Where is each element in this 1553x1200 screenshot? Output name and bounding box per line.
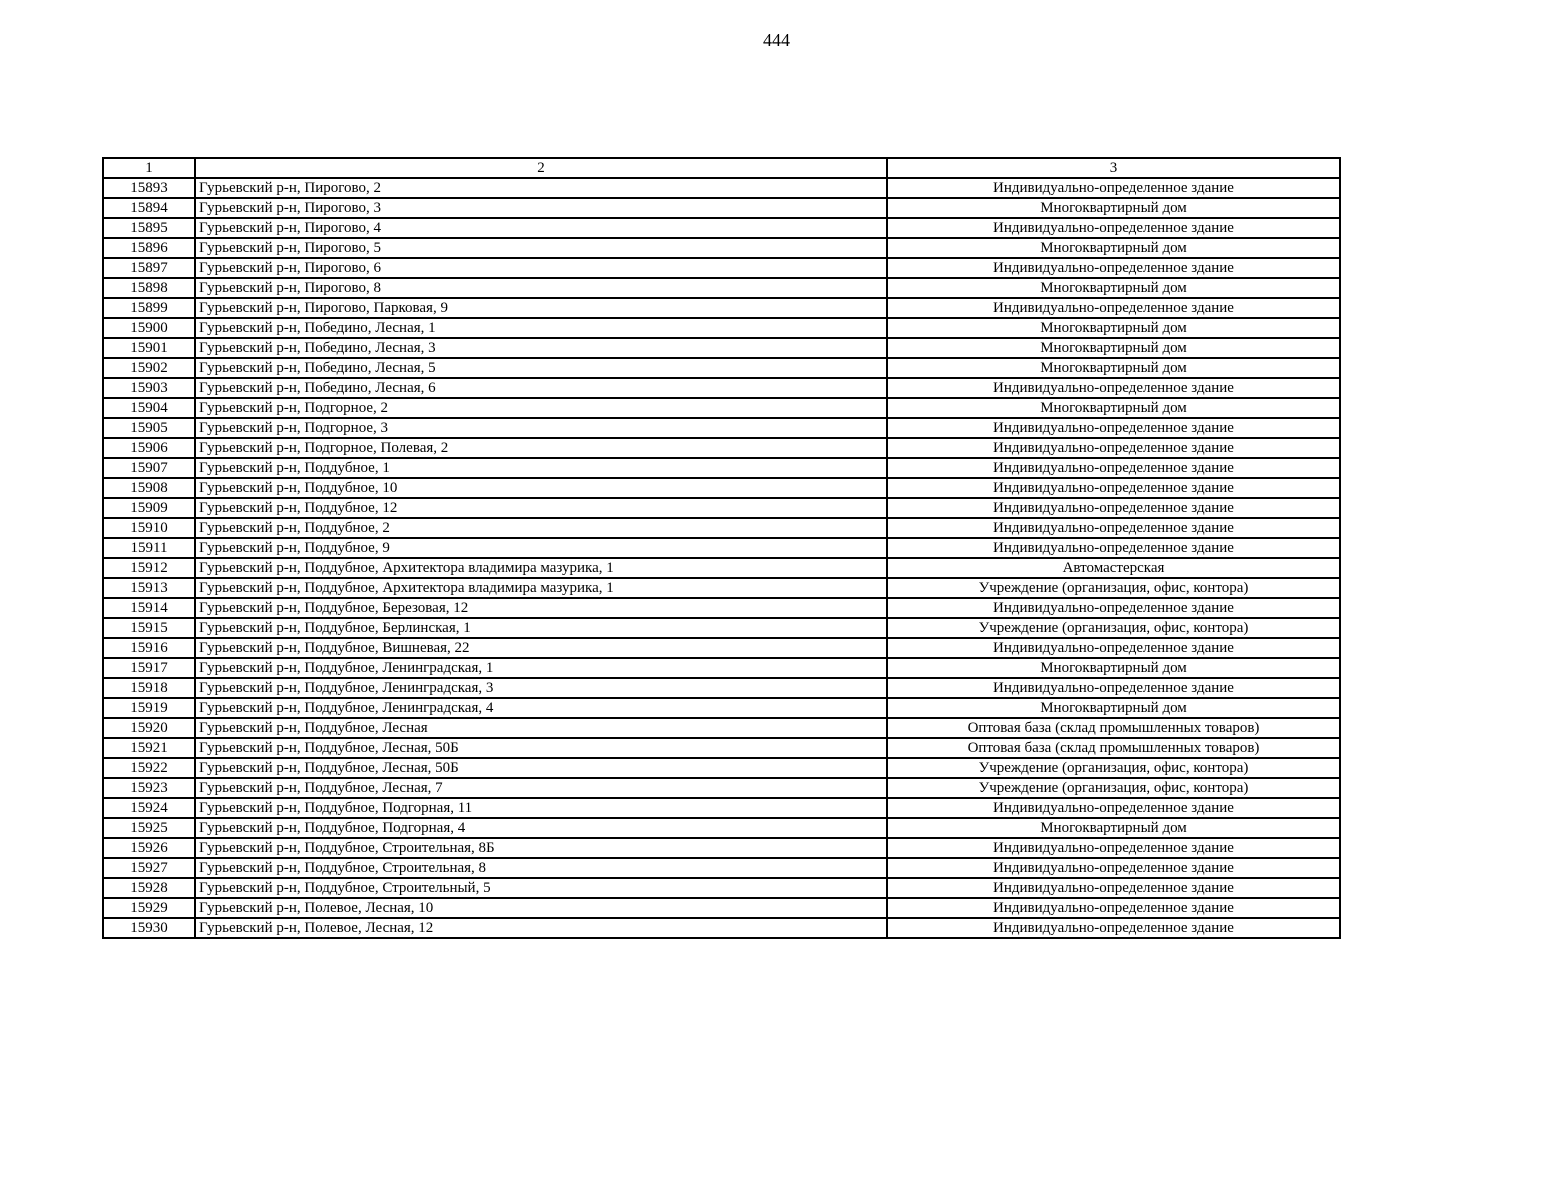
row-number-cell: 15925	[103, 818, 195, 838]
table-row	[103, 498, 1340, 518]
table-row	[103, 738, 1340, 758]
table-row	[103, 598, 1340, 618]
building-type-cell: Многоквартирный дом	[887, 698, 1340, 718]
row-number-cell: 15903	[103, 378, 195, 398]
row-number-cell: 15923	[103, 778, 195, 798]
building-type-cell: Индивидуально-определенное здание	[887, 178, 1340, 198]
table-row	[103, 818, 1340, 838]
row-number-cell: 15910	[103, 518, 195, 538]
address-cell: Гурьевский р-н, Полевое, Лесная, 12	[195, 918, 887, 938]
row-number-cell: 15893	[103, 178, 195, 198]
building-type-cell: Индивидуально-определенное здание	[887, 458, 1340, 478]
building-type-cell: Индивидуально-определенное здание	[887, 418, 1340, 438]
table-row	[103, 798, 1340, 818]
address-cell: Гурьевский р-н, Поддубное, Вишневая, 22	[195, 638, 887, 658]
building-type-cell: Многоквартирный дом	[887, 398, 1340, 418]
row-number-cell: 15915	[103, 618, 195, 638]
row-number-cell: 15930	[103, 918, 195, 938]
building-type-cell: Учреждение (организация, офис, контора)	[887, 578, 1340, 598]
table-row	[103, 658, 1340, 678]
page-number: 444	[763, 30, 790, 50]
address-cell: Гурьевский р-н, Подгорное, 2	[195, 398, 887, 418]
address-cell: Гурьевский р-н, Поддубное, 9	[195, 538, 887, 558]
address-cell: Гурьевский р-н, Пирогово, 3	[195, 198, 887, 218]
building-type-cell: Индивидуально-определенное здание	[887, 598, 1340, 618]
table-row	[103, 198, 1340, 218]
table-row	[103, 378, 1340, 398]
table-row	[103, 478, 1340, 498]
row-number-cell: 15919	[103, 698, 195, 718]
table-row	[103, 318, 1340, 338]
building-type-cell: Индивидуально-определенное здание	[887, 838, 1340, 858]
address-cell: Гурьевский р-н, Поддубное, Строительный, 5	[195, 878, 887, 898]
row-number-cell: 15904	[103, 398, 195, 418]
building-type-cell: Индивидуально-определенное здание	[887, 678, 1340, 698]
table-row	[103, 638, 1340, 658]
address-cell: Гурьевский р-н, Поддубное, 1	[195, 458, 887, 478]
row-number-cell: 15901	[103, 338, 195, 358]
row-number-cell: 15918	[103, 678, 195, 698]
row-number-cell: 15899	[103, 298, 195, 318]
building-type-cell: Индивидуально-определенное здание	[887, 498, 1340, 518]
row-number-cell: 15922	[103, 758, 195, 778]
row-number-cell: 15894	[103, 198, 195, 218]
column-header-type: 3	[887, 158, 1340, 178]
address-cell: Гурьевский р-н, Поддубное, Ленинградская, 1	[195, 658, 887, 678]
row-number-cell: 15898	[103, 278, 195, 298]
building-type-cell: Многоквартирный дом	[887, 278, 1340, 298]
address-cell: Гурьевский р-н, Пирогово, 4	[195, 218, 887, 238]
table-row	[103, 918, 1340, 938]
row-number-cell: 15897	[103, 258, 195, 278]
property-table	[102, 157, 1341, 939]
address-cell: Гурьевский р-н, Победино, Лесная, 1	[195, 318, 887, 338]
building-type-cell: Индивидуально-определенное здание	[887, 878, 1340, 898]
address-cell: Гурьевский р-н, Победино, Лесная, 3	[195, 338, 887, 358]
building-type-cell: Оптовая база (склад промышленных товаров)	[887, 738, 1340, 758]
address-cell: Гурьевский р-н, Поддубное, Ленинградская, 3	[195, 678, 887, 698]
row-number-cell: 15909	[103, 498, 195, 518]
address-cell: Гурьевский р-н, Поддубное, Лесная, 7	[195, 778, 887, 798]
table-row	[103, 418, 1340, 438]
building-type-cell: Многоквартирный дом	[887, 658, 1340, 678]
address-cell: Гурьевский р-н, Пирогово, 8	[195, 278, 887, 298]
address-cell: Гурьевский р-н, Поддубное, Лесная, 50Б	[195, 758, 887, 778]
row-number-cell: 15914	[103, 598, 195, 618]
table-row	[103, 898, 1340, 918]
row-number-cell: 15928	[103, 878, 195, 898]
row-number-cell: 15913	[103, 578, 195, 598]
row-number-cell: 15926	[103, 838, 195, 858]
table-row	[103, 858, 1340, 878]
table-row	[103, 698, 1340, 718]
building-type-cell: Многоквартирный дом	[887, 818, 1340, 838]
address-cell: Гурьевский р-н, Победино, Лесная, 6	[195, 378, 887, 398]
table-row	[103, 458, 1340, 478]
address-cell: Гурьевский р-н, Пирогово, 2	[195, 178, 887, 198]
row-number-cell: 15929	[103, 898, 195, 918]
building-type-cell: Индивидуально-определенное здание	[887, 478, 1340, 498]
table-row	[103, 578, 1340, 598]
row-number-cell: 15896	[103, 238, 195, 258]
address-cell: Гурьевский р-н, Поддубное, 12	[195, 498, 887, 518]
address-cell: Гурьевский р-н, Подгорное, Полевая, 2	[195, 438, 887, 458]
table-row	[103, 678, 1340, 698]
row-number-cell: 15900	[103, 318, 195, 338]
building-type-cell: Учреждение (организация, офис, контора)	[887, 758, 1340, 778]
table-row	[103, 258, 1340, 278]
address-cell: Гурьевский р-н, Поддубное, Подгорная, 4	[195, 818, 887, 838]
address-cell: Гурьевский р-н, Поддубное, Строительная, 8Б	[195, 838, 887, 858]
table-row	[103, 538, 1340, 558]
table-row	[103, 178, 1340, 198]
row-number-cell: 15905	[103, 418, 195, 438]
table-row	[103, 758, 1340, 778]
building-type-cell: Индивидуально-определенное здание	[887, 798, 1340, 818]
building-type-cell: Многоквартирный дом	[887, 338, 1340, 358]
row-number-cell: 15921	[103, 738, 195, 758]
building-type-cell: Многоквартирный дом	[887, 238, 1340, 258]
row-number-cell: 15917	[103, 658, 195, 678]
building-type-cell: Индивидуально-определенное здание	[887, 538, 1340, 558]
building-type-cell: Учреждение (организация, офис, контора)	[887, 778, 1340, 798]
address-cell: Гурьевский р-н, Подгорное, 3	[195, 418, 887, 438]
building-type-cell: Индивидуально-определенное здание	[887, 898, 1340, 918]
table-row	[103, 778, 1340, 798]
row-number-cell: 15916	[103, 638, 195, 658]
table-body	[103, 178, 1340, 938]
table-row	[103, 218, 1340, 238]
row-number-cell: 15906	[103, 438, 195, 458]
building-type-cell: Учреждение (организация, офис, контора)	[887, 618, 1340, 638]
address-cell: Гурьевский р-н, Поддубное, Лесная, 50Б	[195, 738, 887, 758]
table-row	[103, 278, 1340, 298]
building-type-cell: Индивидуально-определенное здание	[887, 298, 1340, 318]
table-row	[103, 838, 1340, 858]
table-row	[103, 618, 1340, 638]
building-type-cell: Индивидуально-определенное здание	[887, 218, 1340, 238]
address-cell: Гурьевский р-н, Поддубное, 10	[195, 478, 887, 498]
address-cell: Гурьевский р-н, Полевое, Лесная, 10	[195, 898, 887, 918]
building-type-cell: Автомастерская	[887, 558, 1340, 578]
building-type-cell: Индивидуально-определенное здание	[887, 638, 1340, 658]
table-row	[103, 438, 1340, 458]
address-cell: Гурьевский р-н, Поддубное, Строительная, 8	[195, 858, 887, 878]
table-row	[103, 298, 1340, 318]
table-header-row	[103, 158, 1340, 178]
address-cell: Гурьевский р-н, Поддубное, Ленинградская, 4	[195, 698, 887, 718]
table-row	[103, 398, 1340, 418]
row-number-cell: 15902	[103, 358, 195, 378]
table-row	[103, 338, 1340, 358]
table-row	[103, 718, 1340, 738]
address-cell: Гурьевский р-н, Поддубное, Березовая, 12	[195, 598, 887, 618]
building-type-cell: Индивидуально-определенное здание	[887, 918, 1340, 938]
row-number-cell: 15924	[103, 798, 195, 818]
table-row	[103, 878, 1340, 898]
address-cell: Гурьевский р-н, Поддубное, Архитектора владимира мазурика, 1	[195, 578, 887, 598]
building-type-cell: Индивидуально-определенное здание	[887, 258, 1340, 278]
address-cell: Гурьевский р-н, Пирогово, 5	[195, 238, 887, 258]
table-row	[103, 358, 1340, 378]
column-header-number: 1	[103, 158, 195, 178]
address-cell: Гурьевский р-н, Поддубное, 2	[195, 518, 887, 538]
building-type-cell: Индивидуально-определенное здание	[887, 518, 1340, 538]
row-number-cell: 15907	[103, 458, 195, 478]
building-type-cell: Индивидуально-определенное здание	[887, 378, 1340, 398]
row-number-cell: 15927	[103, 858, 195, 878]
building-type-cell: Индивидуально-определенное здание	[887, 438, 1340, 458]
row-number-cell: 15920	[103, 718, 195, 738]
building-type-cell: Оптовая база (склад промышленных товаров)	[887, 718, 1340, 738]
column-header-address: 2	[195, 158, 887, 178]
table-row	[103, 238, 1340, 258]
building-type-cell: Индивидуально-определенное здание	[887, 858, 1340, 878]
building-type-cell: Многоквартирный дом	[887, 318, 1340, 338]
row-number-cell: 15912	[103, 558, 195, 578]
row-number-cell: 15895	[103, 218, 195, 238]
row-number-cell: 15911	[103, 538, 195, 558]
building-type-cell: Многоквартирный дом	[887, 358, 1340, 378]
address-cell: Гурьевский р-н, Поддубное, Лесная	[195, 718, 887, 738]
address-cell: Гурьевский р-н, Победино, Лесная, 5	[195, 358, 887, 378]
address-cell: Гурьевский р-н, Пирогово, Парковая, 9	[195, 298, 887, 318]
building-type-cell: Многоквартирный дом	[887, 198, 1340, 218]
address-cell: Гурьевский р-н, Поддубное, Архитектора владимира мазурика, 1	[195, 558, 887, 578]
address-cell: Гурьевский р-н, Поддубное, Подгорная, 11	[195, 798, 887, 818]
table-row	[103, 558, 1340, 578]
address-cell: Гурьевский р-н, Пирогово, 6	[195, 258, 887, 278]
table-row	[103, 518, 1340, 538]
address-cell: Гурьевский р-н, Поддубное, Берлинская, 1	[195, 618, 887, 638]
row-number-cell: 15908	[103, 478, 195, 498]
